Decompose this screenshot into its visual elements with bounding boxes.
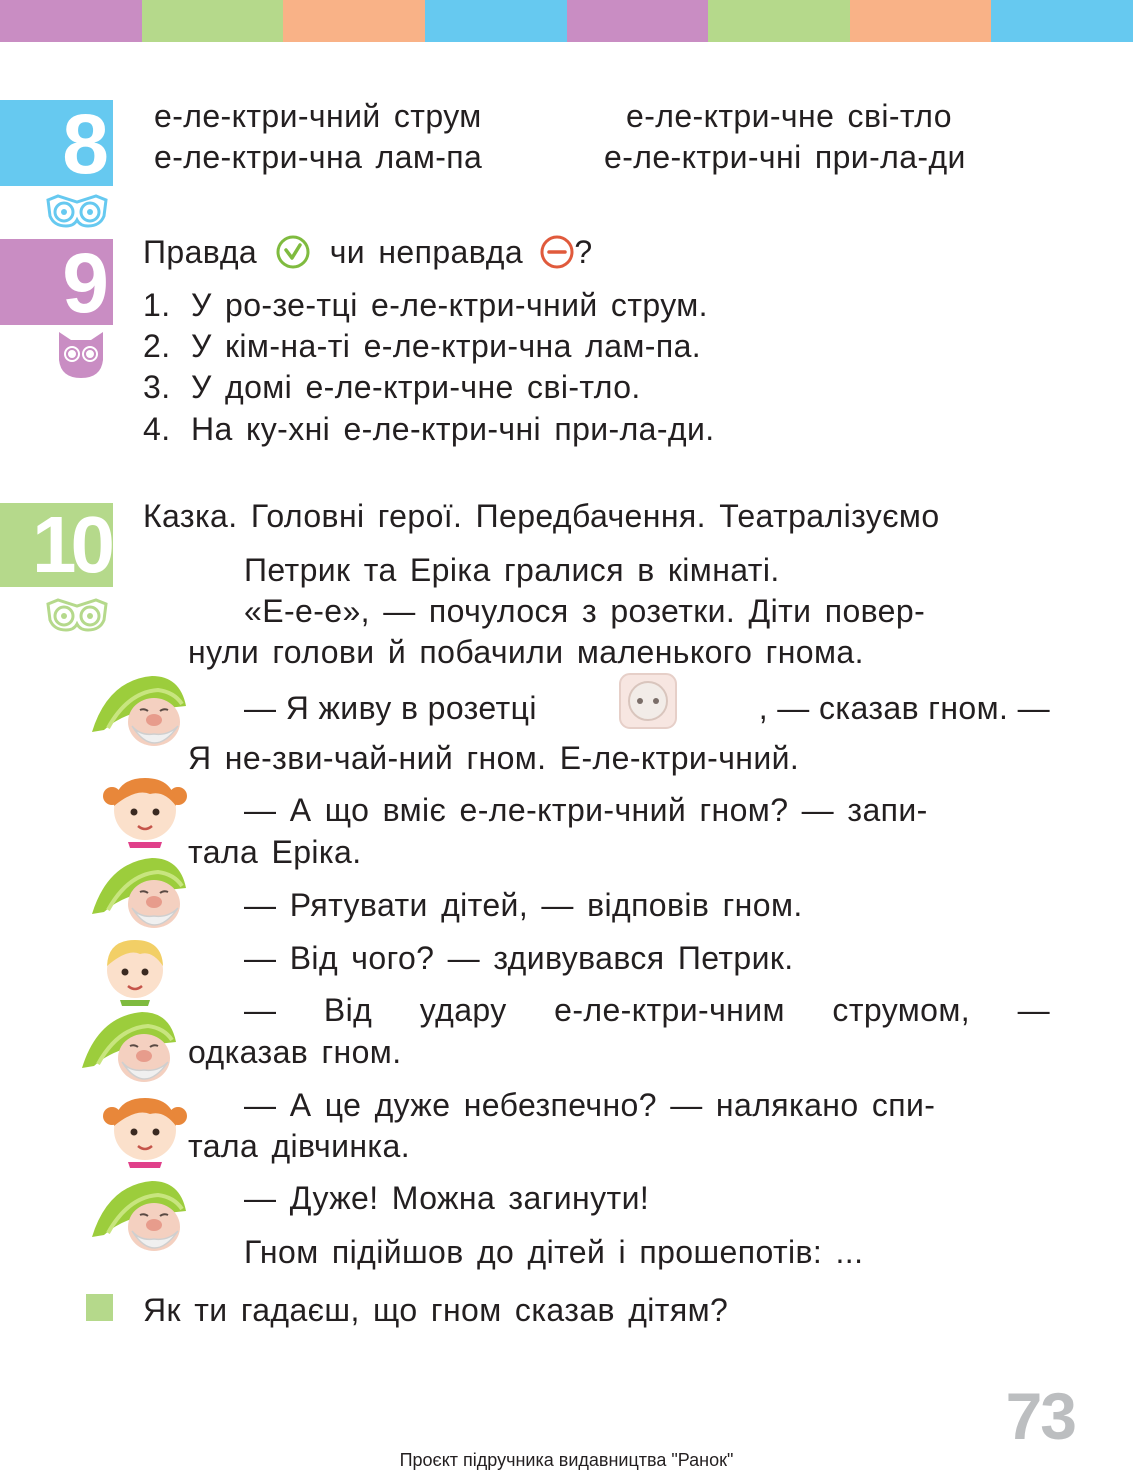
- story-paragraph: «Е-е-е», — почулося з розетки. Діти повер-: [244, 593, 926, 629]
- question-true-label: Правда: [143, 234, 258, 270]
- item-number: 4.: [143, 411, 171, 447]
- girl-face-icon: [102, 1092, 188, 1168]
- stripe: [991, 0, 1133, 42]
- owl-eyes-icon: [44, 598, 110, 632]
- story-line: — Від чого? — здивувався Петрик.: [244, 940, 794, 976]
- stripe: [567, 0, 709, 42]
- owl-eyes-icon: [44, 194, 110, 228]
- task-8-word: е-ле-ктри-чна лам-па: [154, 139, 483, 175]
- boy-face-icon: [100, 936, 170, 1006]
- story-text: — Я живу в розетці: [244, 690, 537, 726]
- task-8-number: 8: [0, 100, 113, 186]
- story-line: Гном підійшов до дітей і прошепотів: ...: [244, 1234, 864, 1270]
- story-line: — А це дуже небезпечно? — налякано спи-: [244, 1087, 936, 1123]
- story-paragraph: нули голови й побачили маленького гнома.: [188, 634, 864, 670]
- story-line: — Від удару е-ле-ктри-чним струмом, —: [244, 992, 1050, 1028]
- story-line: Я не-зви-чай-ний гном. Е-ле-ктри-чний.: [188, 740, 800, 776]
- stripe: [0, 0, 142, 42]
- gnome-face-icon: [88, 670, 192, 750]
- owl-icon: [53, 330, 109, 380]
- question-false-label: чи неправда: [329, 234, 524, 270]
- girl-face-icon: [102, 772, 188, 848]
- task-8-word: е-ле-ктри-чні при-ла-ди: [604, 139, 966, 175]
- socket-icon: [618, 672, 678, 730]
- story-line: [244, 688, 1050, 730]
- stripe: [425, 0, 567, 42]
- story-line: одказав гном.: [188, 1034, 402, 1070]
- stripe: [708, 0, 850, 42]
- item-text: На ку-хні е-ле-ктри-чні при-ла-ди.: [191, 411, 715, 447]
- gnome-face-icon: [78, 1006, 182, 1086]
- question-square-icon: [86, 1294, 113, 1321]
- stripe: [142, 0, 284, 42]
- story-line: — Дуже! Можна загинути!: [244, 1180, 650, 1216]
- task-9-item: [143, 367, 641, 407]
- task-9-question: [143, 232, 593, 272]
- story-line: тала Еріка.: [188, 834, 362, 870]
- page-number: 73: [1005, 1379, 1075, 1453]
- task-9-item: [143, 409, 715, 449]
- final-question: Як ти гадаєш, що гном сказав дітям?: [143, 1292, 729, 1328]
- task-8-word: е-ле-ктри-чне сві-тло: [626, 98, 952, 134]
- story-text: , — сказав гном. —: [758, 690, 1050, 726]
- task-10-heading: Казка. Головні герої. Передбачення. Театралізуємо: [143, 498, 940, 534]
- stripe: [850, 0, 992, 42]
- footer-note: Проєкт підручника видавництва "Ранок": [399, 1450, 734, 1470]
- item-text: У кім-на-ті е-ле-ктри-чна лам-па.: [191, 328, 702, 364]
- task-8-word: е-ле-ктри-чний струм: [154, 98, 482, 134]
- item-number: 2.: [143, 328, 171, 364]
- gnome-face-icon: [88, 1175, 192, 1255]
- check-circle-icon: [276, 235, 310, 269]
- top-color-stripes: [0, 0, 1133, 42]
- task-9-number: 9: [0, 239, 113, 325]
- stripe: [283, 0, 425, 42]
- story-line: — Рятувати дітей, — відповів гном.: [244, 887, 803, 923]
- task-9-item: [143, 285, 708, 325]
- story-line: тала дівчинка.: [188, 1128, 411, 1164]
- item-text: У ро-зе-тці е-ле-ктри-чний струм.: [191, 287, 708, 323]
- task-9-item: [143, 326, 701, 366]
- item-number: 1.: [143, 287, 171, 323]
- task-10-number: 10: [0, 503, 113, 587]
- story-line: — А що вміє е-ле-ктри-чний гном? — запи-: [244, 792, 928, 828]
- item-number: 3.: [143, 369, 171, 405]
- gnome-face-icon: [88, 852, 192, 932]
- minus-circle-icon: [540, 235, 574, 269]
- item-text: У домі е-ле-ктри-чне сві-тло.: [191, 369, 641, 405]
- story-paragraph: Петрик та Еріка гралися в кімнаті.: [244, 552, 780, 588]
- question-mark: ?: [574, 234, 593, 270]
